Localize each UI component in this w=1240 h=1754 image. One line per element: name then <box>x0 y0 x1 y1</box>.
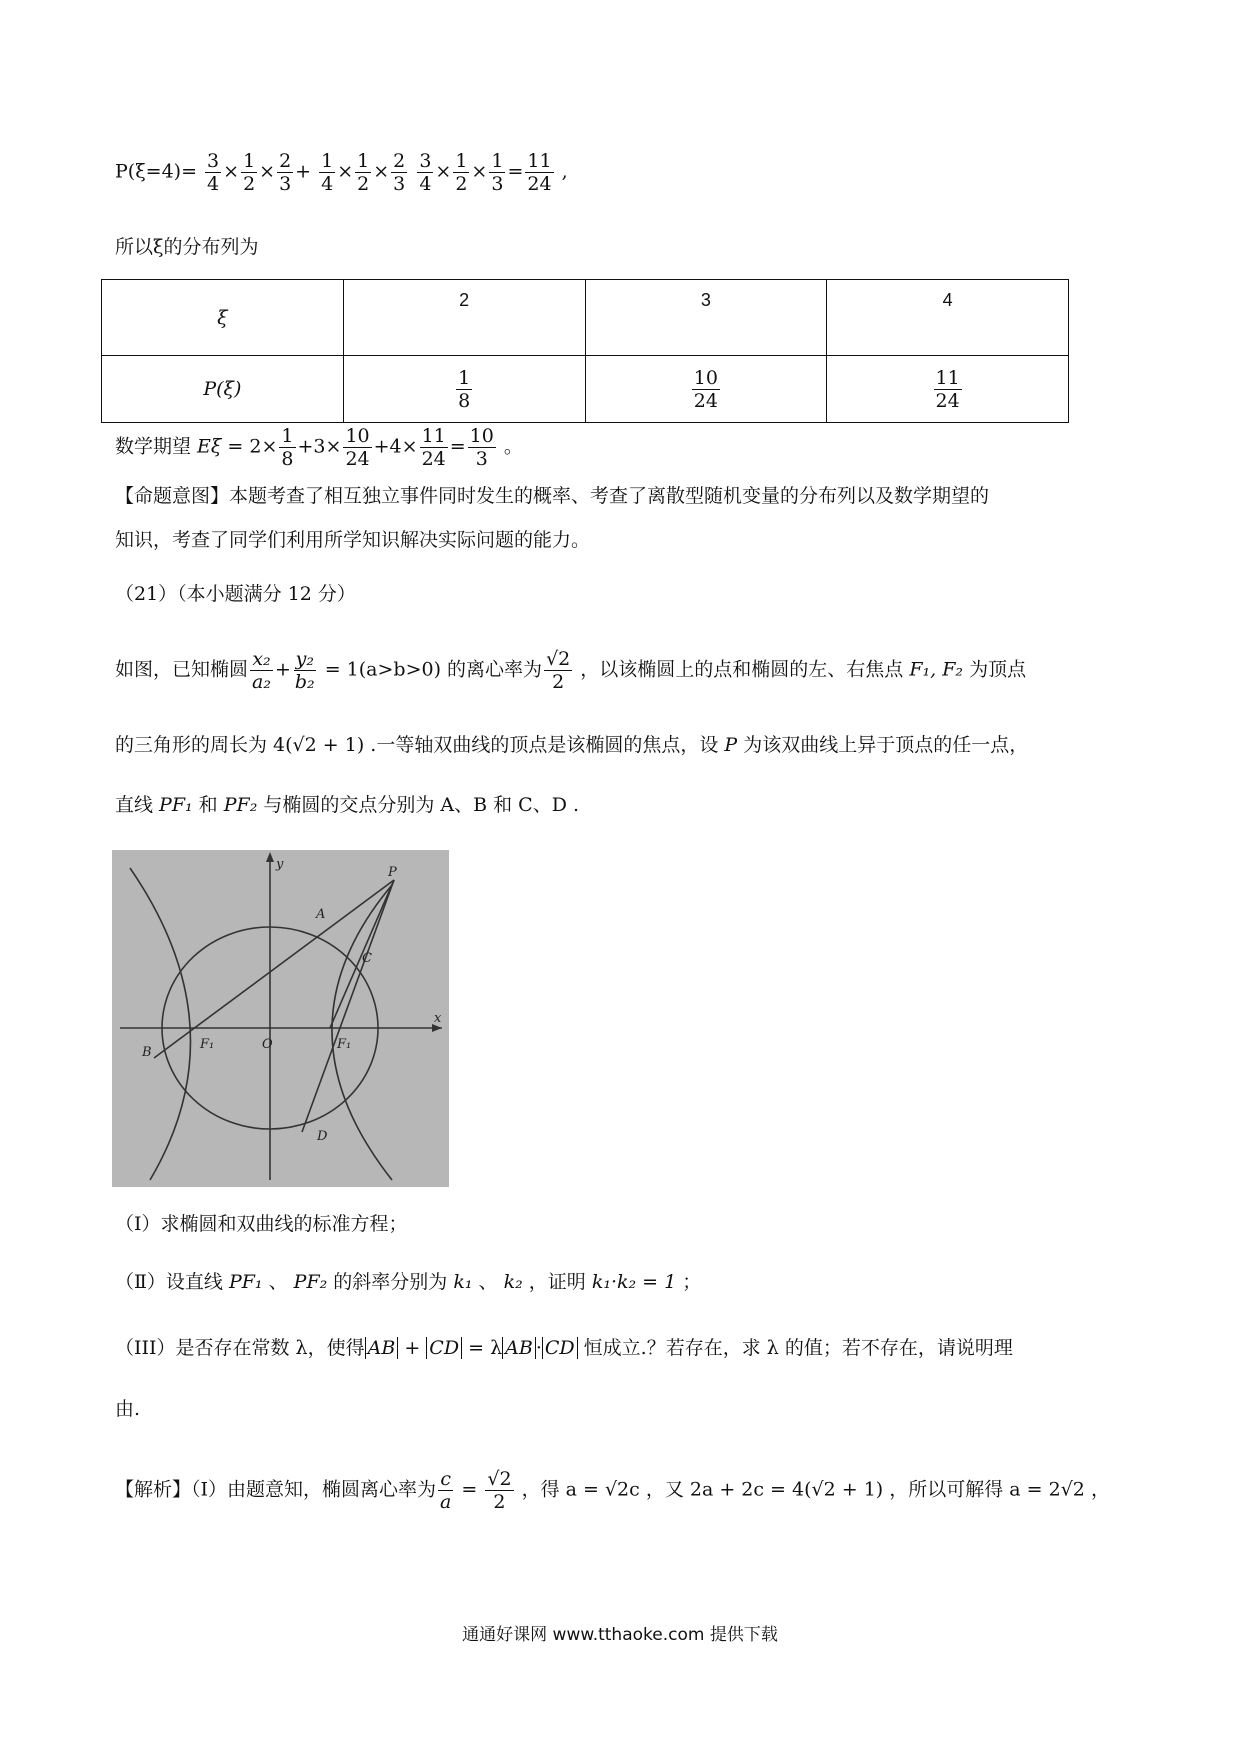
fraction: $\frac{1}{4}$ <box>321 150 334 195</box>
fraction: $\frac{1}{2}$ <box>357 150 370 195</box>
fraction: $\frac{2}{3}$ <box>279 150 292 195</box>
table-cell: 3 <box>585 280 827 356</box>
question-line-3: 直线 PF₁ 和 PF₂ 与椭圆的交点分别为 A、B 和 C、D . <box>115 794 580 816</box>
hyperbola-right-branch <box>332 885 392 1180</box>
fraction: $\frac{1}{2}$ <box>455 150 468 195</box>
fraction: $\frac{2}{3}$ <box>393 150 406 195</box>
intent-line-1: 【命题意图】本题考查了相互独立事件同时发生的概率、考查了离散型随机变量的分布列以及数学期望的 <box>115 485 990 507</box>
probability-formula: P(ξ=4)= $\frac{3}{4}$ × $\frac{1}{2}$ × $\frac{2}{3}$ + $\frac{1}{4}$ × $\frac{1}{2}$ × $\frac{2}{3}$ $\frac{3}{4}$ × $\frac{1}{2}$ × $\frac{1}{3}$ = $\frac{11}{24}$ , <box>115 150 568 195</box>
part-iii-cont: 由. <box>115 1398 141 1420</box>
question-header: （21）（本小题满分 12 分） <box>115 583 356 605</box>
label-y: y <box>276 857 284 872</box>
fraction: $\frac{3}{4}$ <box>419 150 432 195</box>
table-cell: $\frac{11}{24}$ <box>827 356 1069 423</box>
label-b: B <box>142 1045 152 1060</box>
part-iii: （III）是否存在常数 λ，使得 AB + CD = λ AB · CD 恒成立.？若存在，求 λ 的值；若不存在，请说明理 <box>115 1337 1013 1359</box>
fraction: $\frac{3}{4}$ <box>207 150 220 195</box>
solution-line: 【解析】（Ⅰ）由题意知，椭圆离心率为 $\frac{c}{a}$ = $\frac{√2}{2}$ ，得 a = √2c ，又 2a + 2c = 4(√2 + 1) ，所以可解得 a = 2√2 ， <box>115 1468 1110 1513</box>
ellipse-hyperbola-figure <box>112 850 449 1187</box>
table-cell: 4 <box>827 280 1069 356</box>
question-line-1: 如图，已知椭圆 $\frac{\text{x₂}}{\text{a₂}}$ + $\frac{\text{y₂}}{\text{b₂}}$ = 1(a>b>0) 的离心率为 $\frac{√2}{2}$ ，以该椭圆上的点和椭圆的左、右焦点 F₁, F₂ 为顶点 <box>115 648 1027 693</box>
distribution-intro: 所以ξ的分布列为 <box>115 236 259 258</box>
table-cell: ξ <box>102 280 344 356</box>
figure-svg <box>112 850 449 1187</box>
fraction: $\frac{1}{2}$ <box>243 150 256 195</box>
label-p: P <box>388 865 397 880</box>
label-x: x <box>434 1011 442 1026</box>
formula-lhs: P(ξ=4)= <box>115 160 204 183</box>
table-row <box>102 280 1069 356</box>
question-line-2: 的三角形的周长为 4(√2 + 1) .一等轴双曲线的顶点是该椭圆的焦点，设 P 为该双曲线上异于顶点的任一点， <box>115 734 1029 756</box>
fraction: $\frac{11}{24}$ <box>527 150 552 195</box>
distribution-table <box>101 279 1069 423</box>
table-row <box>102 356 1069 423</box>
table-cell: $\frac{1}{8}$ <box>343 356 585 423</box>
label-d: D <box>317 1129 328 1144</box>
intent-line-2: 知识，考查了同学们利用所学知识解决实际问题的能力。 <box>115 529 591 551</box>
page-footer: 通通好课网 www.tthaoke.com 提供下载 <box>462 1625 778 1645</box>
part-i: （Ⅰ）求椭圆和双曲线的标准方程； <box>115 1213 408 1235</box>
part-ii: （Ⅱ）设直线 PF₁ 、 PF₂ 的斜率分别为 k₁ 、 k₂ ，证明 k₁·k₂ = 1 ； <box>115 1271 702 1293</box>
expectation-formula: 数学期望 Eξ = 2× $\frac{1}{8}$ +3× $\frac{10}{24}$ +4× $\frac{11}{24}$ = $\frac{10}{3}$ 。 <box>115 425 523 470</box>
label-f1: F₁ <box>200 1037 215 1052</box>
table-cell: $\frac{10}{24}$ <box>585 356 827 423</box>
table-cell: 2 <box>343 280 585 356</box>
fraction: $\frac{1}{3}$ <box>491 150 504 195</box>
label-a: A <box>316 907 326 922</box>
label-o: O <box>262 1037 273 1052</box>
label-f2: F₁ <box>337 1037 352 1052</box>
hyperbola-left-branch <box>130 868 191 1180</box>
label-c: C <box>362 951 372 966</box>
table-cell: P(ξ) <box>102 356 344 423</box>
